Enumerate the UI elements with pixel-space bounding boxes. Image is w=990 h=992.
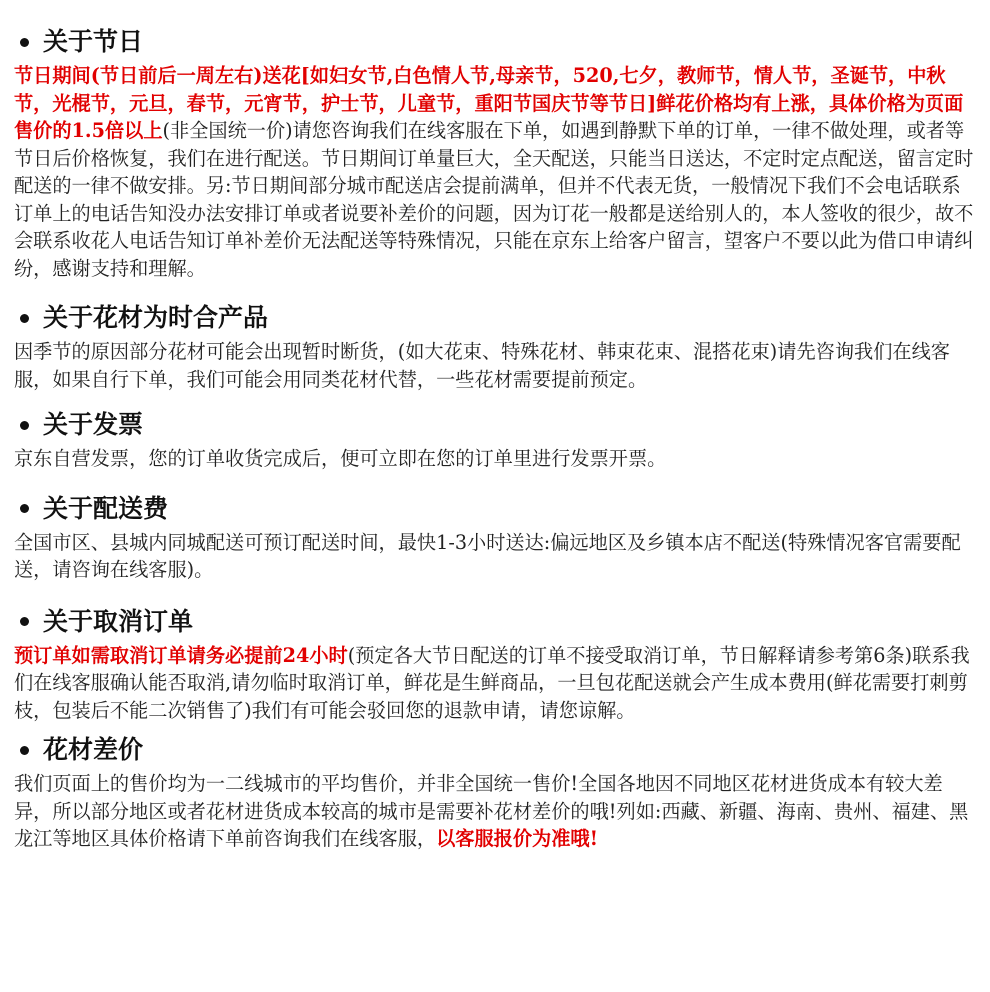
body-text: (非全国统一价)请您咨询我们在线客服在下单，如遇到静默下单的订单，一律不做处理，或者等节日后价格恢复，我们在进行配送。节日期间订单量巨大，全天配送，只能当日送达，不定时定点配送，留言定时配送的一律不做安排。另:节日期间部分城市配送店会提前满单，但并不代表无货，一般情况下我们不会电话联系订单上的电话告知没办法安排订单或者说要补差价的问题，因为订花一般都是送给别人的，本人签收的很少，故不会联系收花人电话告知订单补差价无法配送等特殊情况，只能在京东上给客户留言，望客户不要以此为借口申请纠纷，感谢支持和理解。 [14, 119, 974, 280]
section-delivery [14, 493, 976, 584]
bullet-icon [20, 746, 29, 755]
section-cancel-order [14, 606, 976, 725]
body-text: (预定各大节日配送的订单不接受取消订单，节日解释请参考第6条)联系我们在线客服确认能否取消,请勿临时取消订单，鲜花是生鲜商品，一旦包花配送就会产生成本费用(鲜花需要打刺剪枝，包装后不能二次销售了)我们有可能会驳回您的退款申请，请您谅解。 [14, 643, 970, 722]
section-heading [14, 26, 976, 58]
section-body [14, 62, 976, 282]
section-heading [14, 409, 976, 441]
bullet-icon [20, 504, 29, 513]
heading-text: 关于花材为时合产品 [43, 303, 269, 332]
emphasis-text: 节日期间(节日前后一周左右)送花[如妇女节,白色情人节,母亲节，520,七夕，教师节，情人节，圣诞节，中秋节，光棍节，元旦，春节，元宵节，护士节，儿童节，重阳节国庆节等节日]鲜花价格均有上涨，具体价格为页面售价的1.5倍以上 [14, 64, 964, 142]
section-body: 京东自营发票，您的订单收货完成后，便可立即在您的订单里进行发票开票。 [14, 447, 667, 470]
bullet-icon [20, 421, 29, 430]
section-materials [14, 302, 976, 393]
section-body: 因季节的原因部分花材可能会出现暂时断货，(如大花束、特殊花材、韩束花束、混搭花束)请先咨询我们在线客服，如果自行下单，我们可能会用同类花材代替，一些花材需要提前预定。 [14, 340, 950, 391]
section-body [14, 642, 976, 725]
body-text: 我们页面上的售价均为一二线城市的平均售价，并非全国统一售价!全国各地因不同地区花材进货成本有较大差异，所以部分地区或者花材进货成本较高的城市是需要补花材差价的哦!列如:西藏、新疆、海南、贵州、福建、黑龙江等地区具体价格请下单前咨询我们在线客服， [14, 772, 969, 850]
emphasis-text: 以客服报价为准哦! [436, 827, 599, 850]
section-body: 全国市区、县城内同城配送可预订配送时间，最快1-3小时送达:偏远地区及乡镇本店不配送(特殊情况客官需要配送，请咨询在线客服)。 [14, 530, 961, 581]
heading-text: 关于取消订单 [43, 606, 194, 636]
section-invoice [14, 409, 976, 473]
section-heading [14, 606, 976, 638]
section-heading [14, 302, 976, 334]
section-body [14, 770, 976, 853]
heading-text: 花材差价 [43, 735, 144, 764]
bullet-icon [20, 314, 29, 323]
section-price-difference [14, 734, 976, 853]
heading-text: 关于节日 [43, 27, 144, 56]
section-heading [14, 734, 976, 766]
section-heading [14, 493, 976, 525]
emphasis-text: 预订单如需取消订单请务必提前24小时 [14, 643, 348, 667]
bullet-icon [20, 38, 29, 47]
heading-text: 关于配送费 [43, 493, 169, 523]
bullet-icon [20, 617, 29, 626]
heading-text: 关于发票 [43, 410, 144, 439]
section-holiday [14, 26, 976, 282]
